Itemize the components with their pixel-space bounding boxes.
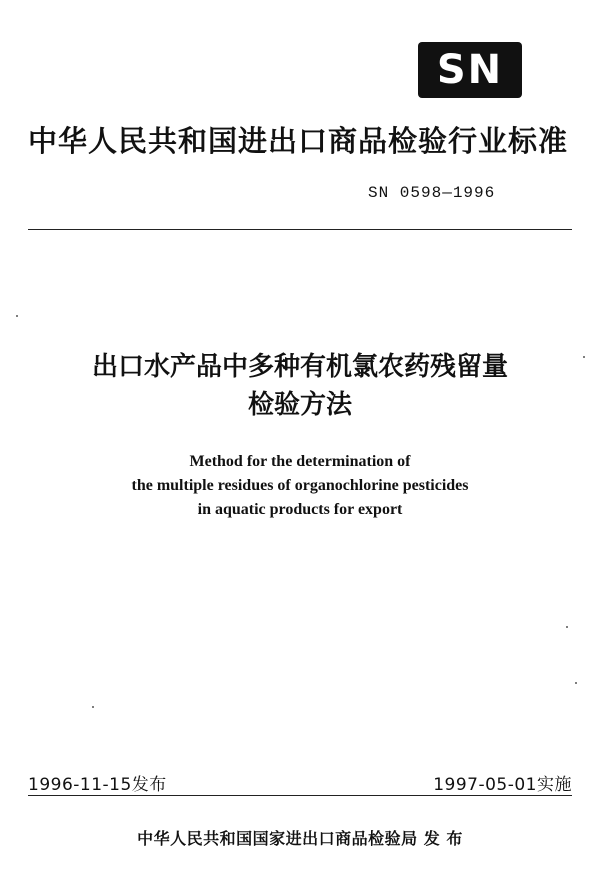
chinese-title (0, 348, 600, 424)
standard-number: SN 0598—1996 (368, 184, 496, 202)
english-title (0, 450, 600, 522)
issue-date: 1996-11-15发布 (28, 775, 167, 795)
chinese-title-line-2: 检验方法 (247, 390, 352, 420)
footer-divider (28, 795, 572, 796)
scan-speck (566, 626, 568, 628)
sn-logo-text: SN (436, 47, 504, 93)
english-title-line-1: Method for the determination of (189, 453, 411, 470)
english-title-line-3: in aquatic products for export (197, 501, 403, 518)
standard-category-title: 中华人民共和国进出口商品检验行业标准 (28, 124, 569, 158)
chinese-title-line-1: 出口水产品中多种有机氯农药残留量 (91, 352, 508, 382)
english-title-line-2: the multiple residues of organochlorine pesticides (131, 477, 469, 494)
scan-speck (16, 315, 18, 317)
header-divider (28, 229, 572, 230)
publisher: 中华人民共和国国家进出口商品检验局 发 布 (137, 829, 463, 848)
scan-speck (583, 356, 585, 358)
scan-speck (92, 706, 94, 708)
sn-logo (418, 42, 522, 98)
scan-speck (575, 682, 577, 684)
effective-date: 1997-05-01实施 (433, 775, 572, 795)
